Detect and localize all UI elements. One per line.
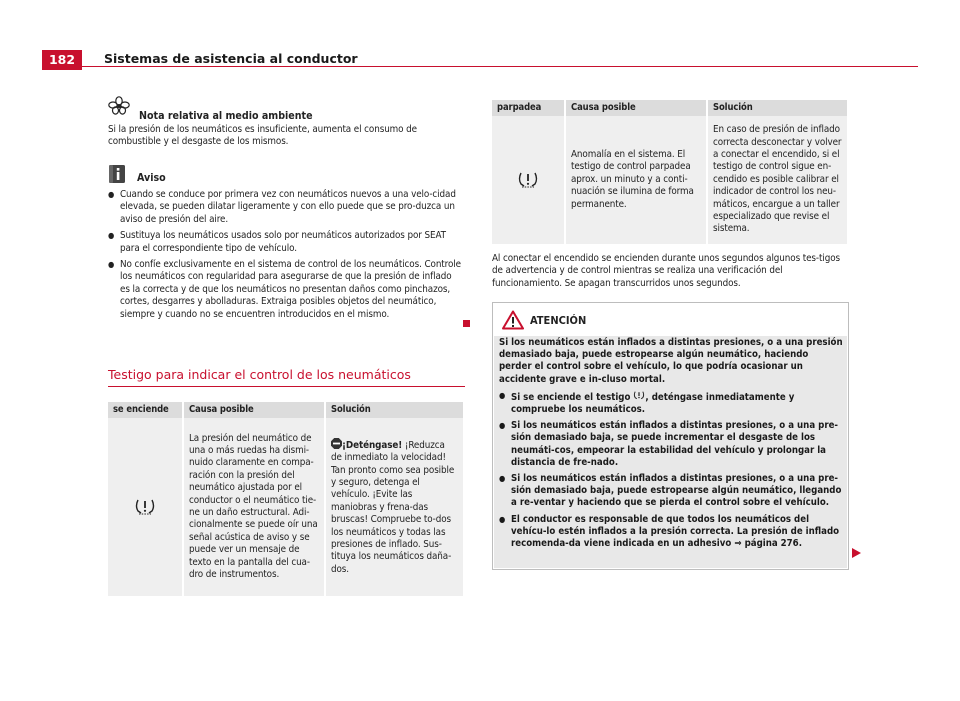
warning-bullet-text: . xyxy=(798,538,802,550)
warning-bullet xyxy=(499,390,843,416)
warning-bullet-text: , deténgase inmediatamente y compruebe los neumáticos. xyxy=(511,391,795,416)
aviso-bullet: ● No confíe exclusivamente en el sistema de control de los neumáticos. Controle los neumáticos con regularidad para asegurarse de que la presión de inflado es la correcta y de que los neumáticos no presentan daños como pinchazos, cortes, desgarres y abolladuras. Extraiga posibles objetos del neumático, siempre y cuando no se encuentren introducidos en el mismo. xyxy=(108,259,461,321)
table-header-causa: Causa posible xyxy=(183,402,325,418)
page-header-title: Sistemas de asistencia al conductor xyxy=(104,51,358,66)
page-reference-link[interactable]: ⇒ página 276 xyxy=(734,538,799,550)
info-book-icon xyxy=(108,164,128,184)
warning-triangle-icon xyxy=(502,310,524,330)
tire-pressure-warning-icon xyxy=(517,171,539,189)
warning-title: ATENCIÓN xyxy=(530,314,587,327)
table-header-solucion: Solución xyxy=(325,402,463,418)
aviso-bullet: ● Sustituya los neumáticos usados solo por neumáticos autorizados por SEAT para el correspondiente tipo de vehículo. xyxy=(108,230,461,255)
section-title-rule xyxy=(108,386,465,387)
solution-text: ¡Reduzca de inmediato la velocidad! Tan pronto como sea posible y seguro, detenga el vehículo. ¡Evite las maniobras y frena-das bruscas! Compruebe to-dos los neumáticos y todas las presiones de inflado. Sus-tituya los neumáticos daña-dos. xyxy=(331,439,455,575)
warning-bullet xyxy=(499,514,843,551)
end-square-icon xyxy=(463,320,470,327)
table-header-se-enciende: se enciende xyxy=(108,402,183,418)
table-cell-cause: La presión del neumático de una o más ruedas ha dismi-nuido claramente en compa-ración con la presión del neumático ajustada por el conductor o el neumático tie-ne un daño estructural. Adi-cionalmente se puede oír una señal acústica de aviso y se puede ver un mensaje de texto en la pantalla del cua-dro de instrumentos. xyxy=(183,418,325,596)
continue-arrow-icon xyxy=(852,548,861,558)
table-cell-solution xyxy=(325,418,463,596)
warning-intro: Si los neumáticos están inflados a distintas presiones, o a una presión demasiado baja, puede estropearse algún neumático, haciendo perder el control sobre el vehículo, lo que podría ocasionar un accidente grave e in-cluso mortal. xyxy=(499,337,843,385)
warning-box xyxy=(492,302,849,570)
warning-bullet-text: El conductor es responsable de que todos los neumáticos del vehícu-lo estén inflados a la presión correcta. La presión de inflado recomenda-da viene indicada en un adhesivo xyxy=(511,513,840,550)
after-table-paragraph: Al conectar el encendido se encienden durante unos segundos algunos tes-tigos de advertencia y de control mientras se realiza una verificación del funcionamiento. Se apagan transcurridos unos segundos. xyxy=(492,253,840,289)
warning-body xyxy=(494,336,847,568)
aviso-title: Aviso xyxy=(137,172,166,184)
environment-note-text: Si la presión de los neumáticos es insuficiente, aumenta el consumo de combustible y el desgaste de los mismos. xyxy=(108,124,417,148)
warning-bullet-text: Si se enciende el testigo xyxy=(511,391,634,403)
table-header-solucion: Solución xyxy=(707,100,847,116)
warning-light-table-on xyxy=(108,402,463,596)
section-title: Testigo para indicar el control de los neumáticos xyxy=(108,367,411,382)
warning-header xyxy=(494,304,847,336)
warning-bullet: ● Si los neumáticos están inflados a distintas presiones, o a una pre-sión demasiado baja, se puede incrementar el desgaste de los neumáti-cos, empeorar la estabilidad del vehículo y prolongar la distancia de fre-nado. xyxy=(499,420,843,469)
table-cell-icon xyxy=(492,116,565,244)
tire-pressure-warning-icon xyxy=(134,498,156,516)
solution-bold: ¡Deténgase! xyxy=(342,439,403,451)
tire-pressure-warning-icon xyxy=(633,390,645,401)
table-cell-cause: Anomalía en el sistema. El testigo de control parpadea aprox. un minuto y a conti-nuación se ilumina de forma permanente. xyxy=(565,116,707,244)
table-cell-icon xyxy=(108,418,183,596)
table-cell-solution: En caso de presión de inflado correcta desconectar y volver a conectar el encendido, si el testigo de control sigue en-cendido es posible calibrar el indicador de control los neu-máticos, encargue a un taller especializado que revise el sistema. xyxy=(707,116,847,244)
table-header-causa: Causa posible xyxy=(565,100,707,116)
header-rule xyxy=(82,66,918,67)
stop-sign-icon xyxy=(331,438,342,449)
aviso-bullet: ● Cuando se conduce por primera vez con neumáticos nuevos a una velo-cidad elevada, se pueden dilatar ligeramente y con ello puede que se pro-duzca un aviso de presión del aire. xyxy=(108,189,461,226)
page-number: 182 xyxy=(42,50,82,70)
leaf-icon xyxy=(108,96,130,116)
environment-note-title: Nota relativa al medio ambiente xyxy=(139,110,313,122)
aviso-bullet-last xyxy=(108,259,461,321)
warning-light-table-blink xyxy=(492,100,847,244)
warning-bullet: ● Si los neumáticos están inflados a distintas presiones, o a una pre-sión demasiado baja, puede estropearse algún neumático, llegando a re-ventar y haciendo que se pierda el control sobre el vehículo. xyxy=(499,473,843,510)
table-header-parpadea: parpadea xyxy=(492,100,565,116)
